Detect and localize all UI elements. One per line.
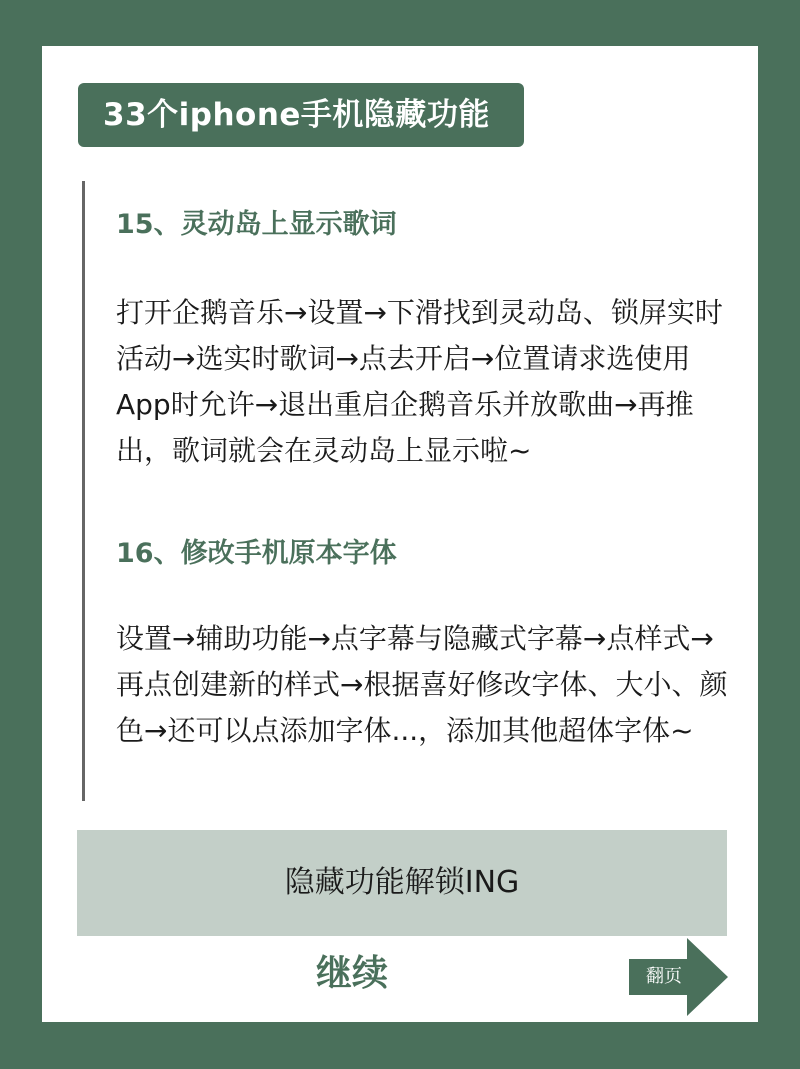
unlock-banner: 隐藏功能解锁ING (77, 830, 727, 936)
section-heading-16: 16、修改手机原本字体 (116, 538, 397, 569)
content-card (42, 46, 758, 1022)
continue-label[interactable]: 继续 (315, 953, 388, 994)
section-body-15: 打开企鹅音乐→设置→下滑找到灵动岛、锁屏实时活动→选实时歌词→点去开启→位置请求选使用App时允许→退出重启企鹅音乐并放歌曲→再推出，歌词就会在灵动岛上显示啦~ (116, 296, 723, 467)
next-page-label: 翻页 (646, 966, 682, 987)
section-heading-15: 15、灵动岛上显示歌词 (116, 209, 397, 240)
next-page-button[interactable] (629, 938, 728, 1016)
content-divider-line (82, 181, 85, 801)
section-body-16: 设置→辅助功能→点字幕与隐藏式字幕→点样式→再点创建新的样式→根据喜好修改字体、大小、颜色→还可以点添加字体...，添加其他超体字体~ (116, 622, 728, 747)
page-title: 33个iphone手机隐藏功能 (78, 83, 524, 147)
